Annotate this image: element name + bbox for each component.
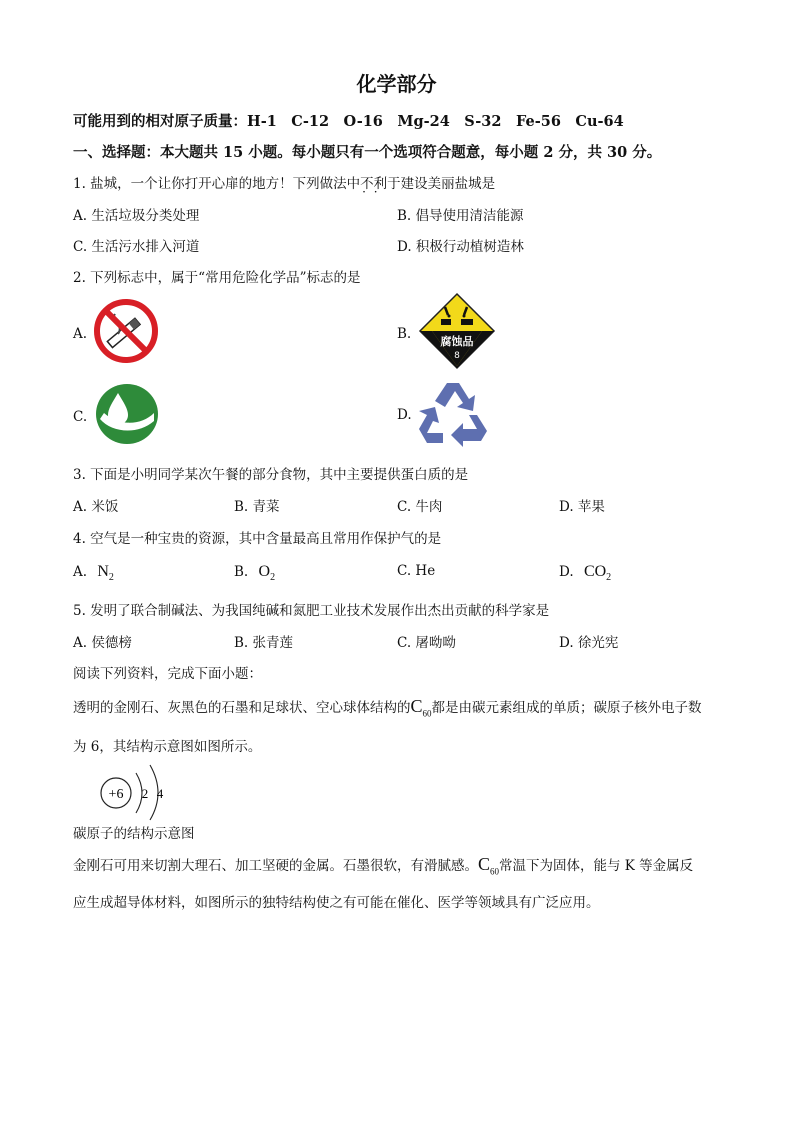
reading-p1-text: 透明的金刚石、灰黑色的石墨和足球状、空心球体结构的 xyxy=(73,700,411,716)
formula-symbol: C xyxy=(478,854,491,874)
c60-formula xyxy=(410,696,432,719)
reading-p1-text: 都是由碳元素组成的单质；碳原子核外电子数 xyxy=(431,700,702,716)
shell-2-electrons: 4 xyxy=(156,786,164,801)
reading-paragraph-2 xyxy=(73,854,693,877)
atomic-masses: 可能用到的相对原子质量：H-1 C-12 O-16 Mg-24 S-32 Fe-56 Cu-64 xyxy=(73,113,624,130)
q2-option-c[interactable]: C. xyxy=(73,409,88,425)
q5-option-b[interactable]: B. 张青莲 xyxy=(234,635,294,651)
corrosive-hazard-icon xyxy=(419,293,495,369)
section-heading: 一、选择题：本大题共 15 小题。每小题只有一个选项符合题意，每小题 2 分，共 30 分。 xyxy=(73,144,662,161)
question-3-stem: 3. 下面是小明同学某次午餐的部分食物，其中主要提供蛋白质的是 xyxy=(73,467,469,483)
formula-subscript: 60 xyxy=(490,866,500,877)
q1-option-a[interactable]: A. 生活垃圾分类处理 xyxy=(73,208,200,224)
recycle-icon xyxy=(417,381,489,445)
formula-symbol: CO xyxy=(583,563,607,580)
reading-paragraph-1 xyxy=(73,696,702,719)
nucleus-charge: +6 xyxy=(108,787,124,802)
q4-option-b[interactable] xyxy=(234,563,275,583)
q2-option-a[interactable]: A. xyxy=(73,326,88,342)
q5-option-d[interactable]: D. 徐光宪 xyxy=(559,635,619,651)
question-2-stem: 2. 下列标志中，属于“常用危险化学品”标志的是 xyxy=(73,270,361,286)
q5-option-c[interactable]: C. 屠呦呦 xyxy=(397,635,456,651)
water-saving-icon xyxy=(94,383,160,445)
q4-option-d[interactable] xyxy=(559,563,611,583)
q4-option-a[interactable] xyxy=(73,563,114,583)
q2-option-b[interactable]: B. xyxy=(397,326,412,342)
question-1-stem xyxy=(73,172,495,192)
reading-p2-text: 常温下为固体，能与 K 等金属反 xyxy=(499,858,694,874)
q4-option-d-label: D. xyxy=(559,564,574,580)
formula-subscript: 2 xyxy=(108,572,114,584)
formula-symbol: C xyxy=(410,696,423,716)
q4-option-c[interactable]: C. He xyxy=(397,563,436,579)
q1-stem-post: 建设美丽盐城是 xyxy=(400,176,496,192)
shell-1-electrons: 2 xyxy=(141,786,149,801)
formula-subscript: 60 xyxy=(422,708,432,719)
question-5-stem: 5. 发明了联合制碱法、为我国纯碱和氮肥工业技术发展作出杰出贡献的科学家是 xyxy=(73,603,550,619)
corrosive-sign-number: 8 xyxy=(454,351,460,361)
formula-symbol: N xyxy=(97,563,109,580)
c60-formula xyxy=(478,854,500,877)
q4-option-a-formula xyxy=(97,563,114,584)
page-title: 化学部分 xyxy=(356,72,437,96)
reading-paragraph-1-line2: 为 6，其结构示意图如图所示。 xyxy=(73,739,262,755)
q4-option-b-label: B. xyxy=(234,564,249,580)
reading-p2-text: 金刚石可用来切割大理石、加工坚硬的金属。石墨很软，有滑腻感。 xyxy=(73,858,478,874)
q4-option-d-formula xyxy=(583,563,612,584)
q1-option-d[interactable]: D. 积极行动植树造林 xyxy=(397,239,524,255)
q5-option-a[interactable]: A. 侯德榜 xyxy=(73,635,132,651)
q2-option-d[interactable]: D. xyxy=(397,407,412,423)
q4-option-b-formula xyxy=(258,563,276,584)
q1-stem-emphasis: 不利于 · · xyxy=(360,176,401,192)
carbon-atom-diagram xyxy=(98,764,188,820)
q3-option-b[interactable]: B. 青菜 xyxy=(234,499,280,515)
q3-option-a[interactable]: A. 米饭 xyxy=(73,499,119,515)
corrosive-sign-label: 腐蚀品 xyxy=(440,335,474,348)
q1-stem-pre: 1. 盐城，一个让你打开心扉的地方！下列做法中 xyxy=(73,176,361,192)
reading-intro: 阅读下列资料，完成下面小题： xyxy=(73,666,262,682)
q1-option-b[interactable]: B. 倡导使用清洁能源 xyxy=(397,208,524,224)
no-smoking-icon xyxy=(93,298,159,364)
formula-symbol: O xyxy=(258,563,271,580)
question-4-stem: 4. 空气是一种宝贵的资源，其中含量最高且常用作保护气的是 xyxy=(73,531,442,547)
diagram-caption: 碳原子的结构示意图 xyxy=(73,826,195,842)
reading-paragraph-2-line2: 应生成超导体材料，如图所示的独特结构使之有可能在催化、医学等领域具有广泛应用。 xyxy=(73,895,600,911)
formula-subscript: 2 xyxy=(606,572,612,584)
formula-subscript: 2 xyxy=(270,572,276,584)
q1-option-c[interactable]: C. 生活污水排入河道 xyxy=(73,239,200,255)
q3-option-c[interactable]: C. 牛肉 xyxy=(397,499,443,515)
q4-option-a-label: A. xyxy=(73,564,88,580)
q3-option-d[interactable]: D. 苹果 xyxy=(559,499,605,515)
